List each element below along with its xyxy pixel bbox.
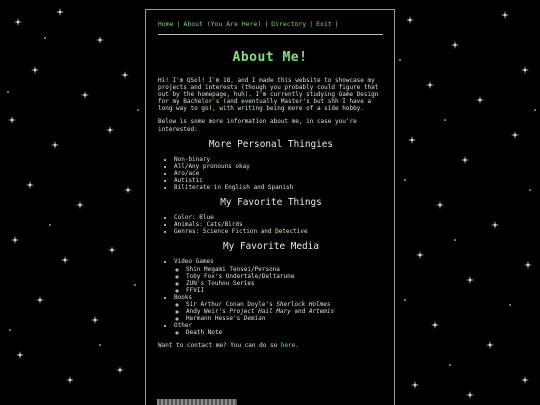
- book-title: Project Hail Mary: [229, 308, 291, 316]
- video-games-list: [174, 266, 384, 294]
- media-category-books: [174, 294, 384, 322]
- contact-text: Want to contact me? You can do so: [158, 342, 281, 350]
- list-item: ◦ ZUN's Touhou Series: [186, 280, 384, 287]
- book-author: Hermann Hesse's: [186, 315, 244, 323]
- personal-heading: More Personal Thingies: [208, 138, 334, 150]
- favorites-list: [158, 214, 384, 235]
- contact-paragraph: [158, 342, 384, 349]
- top-nav: [158, 21, 342, 28]
- intro-paragraph: Hi! I'm QSol! I'm 18, and I made this website to showcase my projects and interests (though you probably could figure that out by the homepage, huh). I'm currently studying Game Design for my Bachelor's (and eventually Master's but shh I have a long way to go), with writing being more of a side hobby.: [158, 77, 379, 113]
- media-heading: My Favorite Media: [223, 241, 319, 253]
- favorites-heading: My Favorite Things: [220, 197, 322, 209]
- category-label: Books: [174, 293, 193, 301]
- media-category-other: [174, 322, 384, 336]
- list-item: • Animals: Cats/Birds: [174, 221, 384, 228]
- list-item: • Biliterate in English and Spanish: [174, 184, 384, 191]
- nav-home[interactable]: Home: [158, 21, 174, 28]
- media-list: [158, 258, 384, 336]
- media-category-video-games: [174, 258, 384, 293]
- about-content: [158, 77, 384, 356]
- nav-separator: |: [309, 21, 314, 28]
- main-panel: [145, 9, 395, 405]
- book-title: Sherlock Holmes: [276, 300, 331, 308]
- list-item: ◦ Shin Megami Tensei/Persona: [186, 266, 384, 273]
- page-title: About Me!: [232, 50, 308, 65]
- nav-divider: [158, 34, 383, 35]
- list-item: • Genres: Science Fiction and Detective: [174, 228, 384, 235]
- books-list: [174, 301, 384, 322]
- nav-separator: |: [176, 21, 181, 28]
- list-item: [186, 315, 384, 322]
- nav-exit[interactable]: Exit: [316, 21, 332, 28]
- other-list: [174, 329, 384, 336]
- below-paragraph: Below is some more information about me, in case you're interested:: [158, 118, 357, 133]
- list-item: ◦ Death Note: [186, 329, 384, 336]
- book-title: Artemis: [308, 308, 335, 316]
- list-item: • Color: Blue: [174, 214, 384, 221]
- list-item: [186, 301, 384, 308]
- book-author: Sir Arthur Conan Doyle's: [186, 300, 277, 308]
- personal-list: [158, 156, 384, 191]
- list-item: ◦ Toby Fox's Undertale/Deltarune: [186, 273, 384, 280]
- footer-badge: [157, 399, 237, 405]
- list-item: • Non-binary: [174, 156, 384, 163]
- book-author: Andy Weir's: [186, 308, 230, 316]
- list-item: • Autistic: [174, 177, 384, 184]
- nav-separator: |: [334, 21, 339, 28]
- list-item: [186, 308, 384, 315]
- contact-suffix: .: [295, 342, 299, 350]
- book-conjunction: and: [290, 308, 309, 316]
- book-title: Demian: [243, 315, 266, 323]
- category-label: Video Games: [174, 258, 214, 266]
- category-label: Other: [174, 322, 193, 330]
- nav-about[interactable]: About (You Are Here): [183, 21, 262, 28]
- contact-link[interactable]: here: [280, 342, 296, 350]
- list-item: • All/Any pronouns okay: [174, 163, 384, 170]
- list-item: ◦ FFVII: [186, 287, 384, 294]
- nav-directory[interactable]: Directory: [271, 21, 307, 28]
- nav-separator: |: [264, 21, 269, 28]
- list-item: • Aro/ace: [174, 170, 384, 177]
